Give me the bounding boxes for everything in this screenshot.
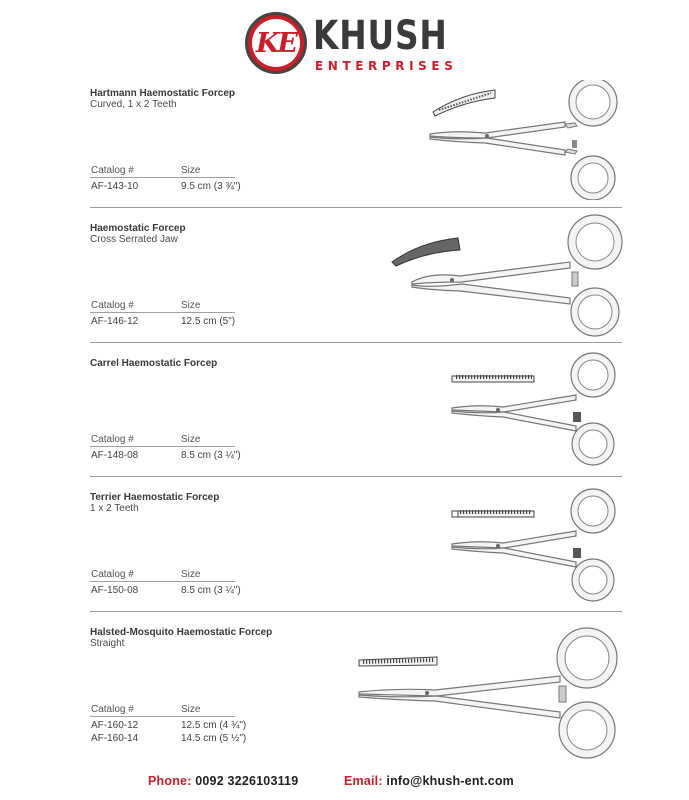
phone-number[interactable]: 0092 3226103119 xyxy=(195,774,299,788)
product-title: Carrel Haemostatic Forcep xyxy=(90,358,218,369)
section-divider xyxy=(90,342,622,343)
catalog-header: Catalog # xyxy=(91,300,134,311)
product-subtitle: Curved, 1 x 2 Teeth xyxy=(90,99,177,110)
footer-phone xyxy=(148,774,298,788)
catalog-header: Catalog # xyxy=(91,434,134,445)
hartmann-forcep-image xyxy=(425,80,625,200)
table-header-rule xyxy=(90,716,235,717)
table-header-rule xyxy=(90,446,235,447)
size-header: Size xyxy=(181,165,201,176)
phone-label: Phone: xyxy=(148,774,192,788)
catalog-number: AF-143-10 xyxy=(91,181,139,192)
footer-email xyxy=(344,774,514,788)
size-value: 14.5 cm (5 ½") xyxy=(181,733,247,744)
halsted-mosquito-forcep-image xyxy=(355,622,625,762)
company-tagline: ENTERPRISES xyxy=(315,59,458,73)
catalog-number: AF-150-08 xyxy=(91,585,139,596)
email-address[interactable]: info@khush-ent.com xyxy=(386,774,514,788)
product-title: Haemostatic Forcep xyxy=(90,223,186,234)
size-header: Size xyxy=(181,300,201,311)
size-header: Size xyxy=(181,434,201,445)
size-value: 8.5 cm (3 ¼") xyxy=(181,450,241,461)
haemostatic-forcep-image xyxy=(390,212,625,337)
product-title: Hartmann Haemostatic Forcep xyxy=(90,88,236,99)
catalog-header: Catalog # xyxy=(91,569,134,580)
catalog-number: AF-160-14 xyxy=(91,733,139,744)
catalog-header: Catalog # xyxy=(91,704,134,715)
company-name: KHUSH xyxy=(313,13,448,59)
table-header-rule xyxy=(90,312,235,313)
size-value: 12.5 cm (4 ¾") xyxy=(181,720,247,731)
section-divider xyxy=(90,476,622,477)
logo-emblem xyxy=(245,12,307,74)
logo-mark-text: KE xyxy=(255,27,297,59)
table-header-rule xyxy=(90,581,235,582)
product-title: Terrier Haemostatic Forcep xyxy=(90,492,220,503)
catalog-number: AF-148-08 xyxy=(91,450,139,461)
product-subtitle: 1 x 2 Teeth xyxy=(90,503,139,514)
section-divider xyxy=(90,207,622,208)
product-title: Halsted-Mosquito Haemostatic Forcep xyxy=(90,627,273,638)
product-subtitle: Cross Serrated Jaw xyxy=(90,234,178,245)
terrier-forcep-image xyxy=(448,486,623,604)
catalog-header: Catalog # xyxy=(91,165,134,176)
size-value: 12.5 cm (5") xyxy=(181,316,236,327)
catalog-number: AF-160-12 xyxy=(91,720,139,731)
size-value: 8.5 cm (3 ¼") xyxy=(181,585,241,596)
size-header: Size xyxy=(181,569,201,580)
section-divider xyxy=(90,611,622,612)
catalog-number: AF-146-12 xyxy=(91,316,139,327)
size-header: Size xyxy=(181,704,201,715)
size-value: 9.5 cm (3 ¾") xyxy=(181,181,241,192)
table-header-rule xyxy=(90,177,235,178)
carrel-forcep-image xyxy=(448,350,623,470)
email-label: Email: xyxy=(344,774,383,788)
company-logo xyxy=(245,12,458,78)
product-subtitle: Straight xyxy=(90,638,125,649)
